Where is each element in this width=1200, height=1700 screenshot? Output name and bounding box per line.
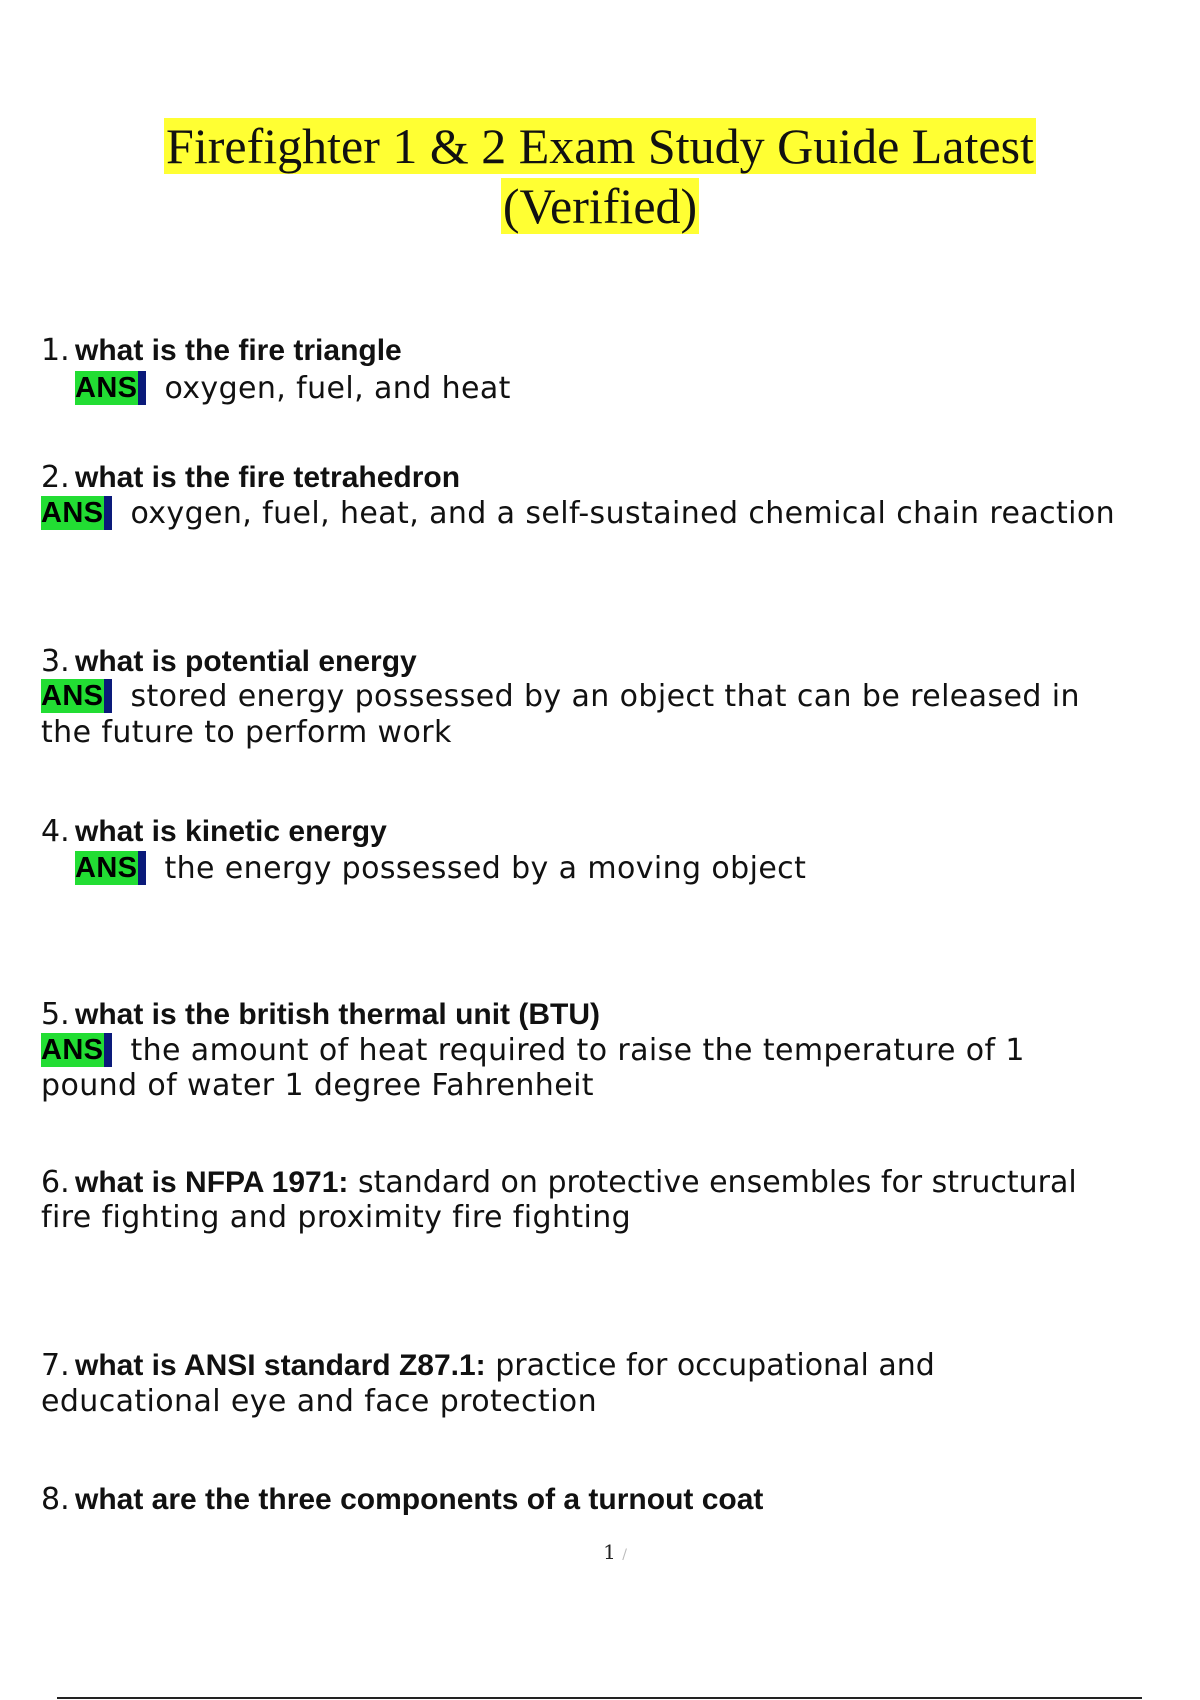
ans-label: ANS (75, 851, 146, 885)
question-number: 2. (41, 460, 70, 495)
question-text: what is NFPA 1971: (75, 1166, 349, 1199)
page-number-value: 1 (603, 1540, 616, 1564)
answer-text: stored energy possessed by an object that can be released in (130, 679, 1080, 714)
page-number (0, 1540, 1200, 1564)
answer-text: practice for occupational and (485, 1348, 935, 1383)
question-number: 7. (41, 1348, 70, 1383)
answer-3-cont: the future to perform work (41, 715, 452, 750)
question-number: 8. (41, 1482, 70, 1517)
ans-label: ANS (41, 679, 112, 713)
answer-text: standard on protective ensembles for structural (348, 1165, 1077, 1200)
question-1 (41, 333, 402, 369)
question-text: what is the british thermal unit (BTU) (75, 998, 601, 1031)
question-number: 6. (41, 1165, 70, 1200)
question-6 (41, 1165, 1077, 1201)
title-line-1: Firefighter 1 & 2 Exam Study Guide Latest (166, 118, 1034, 174)
answer-3 (41, 679, 1171, 715)
answer-5 (41, 1033, 1171, 1069)
ans-label: ANS (75, 371, 146, 405)
answer-7-cont: educational eye and face protection (41, 1384, 597, 1419)
question-2 (41, 460, 460, 496)
question-number: 3. (41, 644, 70, 679)
question-text: what is the fire tetrahedron (75, 461, 461, 494)
answer-6-cont: fire fighting and proximity fire fighting (41, 1200, 632, 1235)
answer-text: the energy possessed by a moving object (164, 851, 807, 886)
answer-5-cont: pound of water 1 degree Fahrenheit (41, 1068, 594, 1103)
page-number-suffix: / (622, 1547, 627, 1563)
question-text: what is potential energy (75, 645, 417, 678)
question-number: 5. (41, 997, 70, 1032)
answer-text: oxygen, fuel, heat, and a self-sustained chemical chain reaction (130, 496, 1116, 531)
page-bottom-rule (57, 1697, 1142, 1699)
question-text: what is ANSI standard Z87.1: (75, 1349, 486, 1382)
answer-4 (75, 851, 1200, 887)
question-7 (41, 1348, 935, 1384)
answer-text: oxygen, fuel, and heat (164, 371, 511, 406)
answer-1 (75, 371, 1200, 407)
question-5 (41, 997, 600, 1033)
question-4 (41, 814, 387, 850)
question-8 (41, 1482, 763, 1518)
answer-2 (41, 496, 1171, 532)
question-3 (41, 644, 417, 680)
ans-label: ANS (41, 1033, 112, 1067)
question-number: 4. (41, 814, 70, 849)
question-text: what is kinetic energy (75, 815, 387, 848)
title-line-2: (Verified) (502, 178, 698, 234)
question-text: what is the fire triangle (75, 334, 402, 367)
document-title-cont (0, 176, 1200, 236)
answer-text: the amount of heat required to raise the temperature of 1 (130, 1033, 1025, 1068)
question-number: 1. (41, 333, 70, 368)
question-text: what are the three components of a turnout coat (75, 1483, 764, 1516)
document-title (0, 116, 1200, 176)
ans-label: ANS (41, 496, 112, 530)
